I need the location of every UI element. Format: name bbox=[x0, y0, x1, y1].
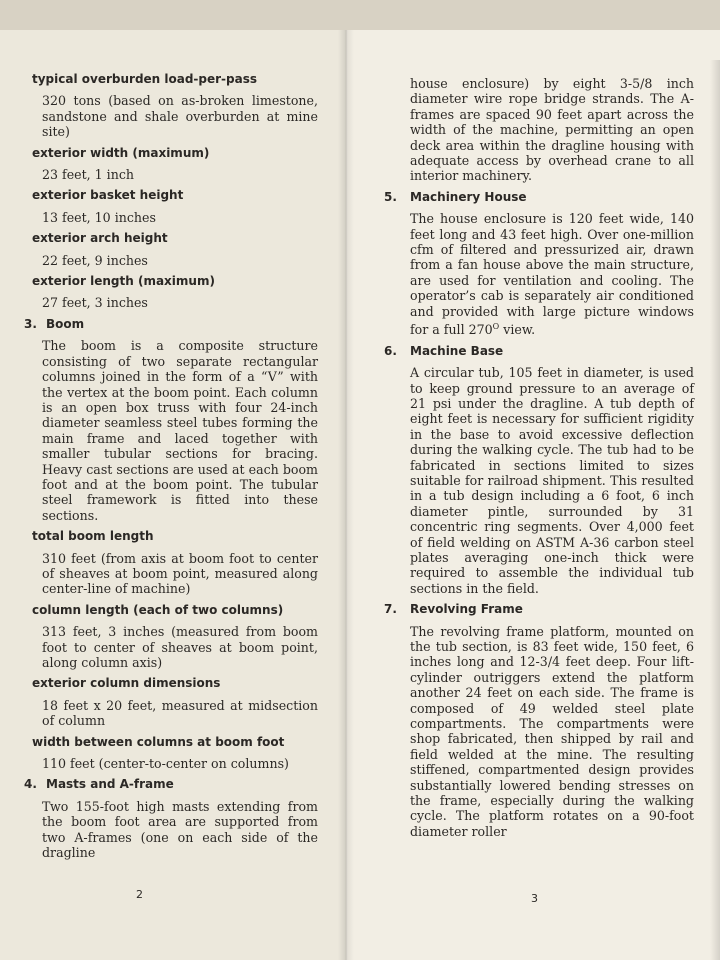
spec-label: column length (each of two columns) bbox=[32, 602, 284, 617]
page-edge-shadow bbox=[710, 60, 720, 960]
page-number-left: 2 bbox=[136, 888, 143, 901]
section-heading-machinery-house bbox=[384, 190, 694, 205]
spec-arch-height bbox=[24, 231, 318, 268]
background-strip bbox=[0, 0, 720, 32]
section-paragraph bbox=[410, 211, 694, 337]
page-number-right: 3 bbox=[531, 892, 538, 905]
section-number: 3. bbox=[24, 316, 37, 331]
section-title: Revolving Frame bbox=[410, 602, 523, 617]
section-number: 5. bbox=[384, 189, 397, 204]
section-heading-machine-base bbox=[384, 344, 694, 359]
section-number: 7. bbox=[384, 602, 397, 617]
spec-value: 320 tons (based on as-broken limestone, sandstone and shale overburden at mine site) bbox=[42, 93, 318, 140]
section-number: 4. bbox=[24, 777, 37, 792]
degree-superscript: O bbox=[492, 322, 500, 332]
spec-label: exterior width (maximum) bbox=[32, 145, 210, 160]
spec-value: 13 feet, 10 inches bbox=[42, 209, 156, 225]
section-paragraph: Two 155-foot high masts extending from the boom foot area are supported from two A-frames (one on each side of the dragline bbox=[42, 798, 318, 861]
left-page-text bbox=[24, 72, 318, 866]
spec-label: exterior length (maximum) bbox=[32, 274, 215, 289]
section-title: Machinery House bbox=[410, 189, 527, 204]
spec-value: 310 feet (from axis at boom foot to center of sheaves at boom point, measured along center-line of machine) bbox=[42, 550, 318, 597]
spec-column-dimensions bbox=[24, 676, 318, 728]
spec-exterior-length bbox=[24, 274, 318, 311]
book-gutter bbox=[338, 30, 354, 960]
section-title: Boom bbox=[46, 316, 85, 331]
section-title: Masts and A-frame bbox=[46, 777, 174, 792]
section-heading-masts bbox=[24, 777, 318, 792]
spec-label: exterior column dimensions bbox=[32, 676, 221, 691]
spec-value: 22 feet, 9 inches bbox=[42, 252, 148, 268]
paragraph-text: The house enclosure is 120 feet wide, 140 feet long and 43 feet high. Over one-million cfm of filtered and pressurized air, drawn from a fan house above the main structure, are used for ventilation and cooling. The operator’s cab is separately air conditioned and provided with large picture windows for a full 270 bbox=[410, 211, 694, 338]
spec-value: 110 feet (center-to-center on columns) bbox=[42, 756, 289, 772]
spec-value: 27 feet, 3 inches bbox=[42, 295, 148, 311]
right-page-text bbox=[384, 76, 694, 845]
section-heading-boom bbox=[24, 317, 318, 332]
spec-label: total boom length bbox=[32, 529, 154, 544]
spec-basket-height bbox=[24, 188, 318, 225]
spec-value: 23 feet, 1 inch bbox=[42, 167, 134, 183]
spec-width-between-columns bbox=[24, 735, 318, 772]
spec-label: exterior arch height bbox=[32, 231, 168, 246]
spec-overburden bbox=[24, 72, 318, 140]
section-paragraph: A circular tub, 105 feet in diameter, is used to keep ground pressure to an average of 21 psi under the dragline. A tub depth of eight feet is necessary for sufficient rigidity in the base to avoid excessive deflection during the walking cycle. The tub had to be fabricated in sections limited to sizes suitable for railroad shipment. This resulted in a tub design including a 6 foot, 6 inch diameter pintle, surrounded by 31 concentric ring segments. Over 4,000 feet of field welding on ASTM A-36 carbon steel plates averaging one-inch thick were required to assemble the individual tub sections in the field. bbox=[410, 365, 694, 596]
spec-label: typical overburden load-per-pass bbox=[32, 72, 258, 86]
spec-label: width between columns at boom foot bbox=[32, 734, 285, 749]
spec-label: exterior basket height bbox=[32, 188, 184, 203]
spec-value: 18 feet x 20 feet, measured at midsection of column bbox=[42, 697, 318, 729]
section-paragraph: The boom is a composite structure consisting of two separate rectangular columns joined in the form of a “V” with the vertex at the boom point. Each column is an open box truss with four 24-inch diameter seamless steel tubes forming the main frame and laced together with smaller tubular sections for bracing. Heavy cast sections are used at each boom foot and at the boom point. The tubular steel framework is fitted into these sections. bbox=[42, 338, 318, 523]
section-title: Machine Base bbox=[410, 343, 504, 358]
spec-column-length bbox=[24, 603, 318, 671]
paragraph-text-end: view. bbox=[499, 322, 536, 338]
section-number: 6. bbox=[384, 343, 397, 358]
spec-value: 313 feet, 3 inches (measured from boom foot to center of sheaves at boom point, along column axis) bbox=[42, 624, 318, 670]
spec-exterior-width bbox=[24, 146, 318, 183]
section-heading-revolving-frame bbox=[384, 602, 694, 617]
continuation-paragraph: house enclosure) by eight 3-5/8 inch diameter wire rope bridge strands. The A-frames are spaced 90 feet apart across the width of the machine, permitting an open deck area within the dragline housing with adequate access by overhead crane to all interior machinery. bbox=[410, 76, 694, 184]
spec-total-boom-length bbox=[24, 529, 318, 597]
section-paragraph: The revolving frame platform, mounted on the tub section, is 83 feet wide, 150 feet, 6 inches long and 12-3/4 feet deep. Four lift-cylinder outriggers extend the platform another 24 feet on each side. The frame is composed of 49 welded steel plate compartments. The compartments were shop fabricated, then shipped by rail and field welded at the mine. The resulting stiffened, compartmented design provides substantially lowered bending stresses on the frame, especially during the walking cycle. The platform rotates on a 90-foot diameter roller bbox=[410, 623, 694, 839]
